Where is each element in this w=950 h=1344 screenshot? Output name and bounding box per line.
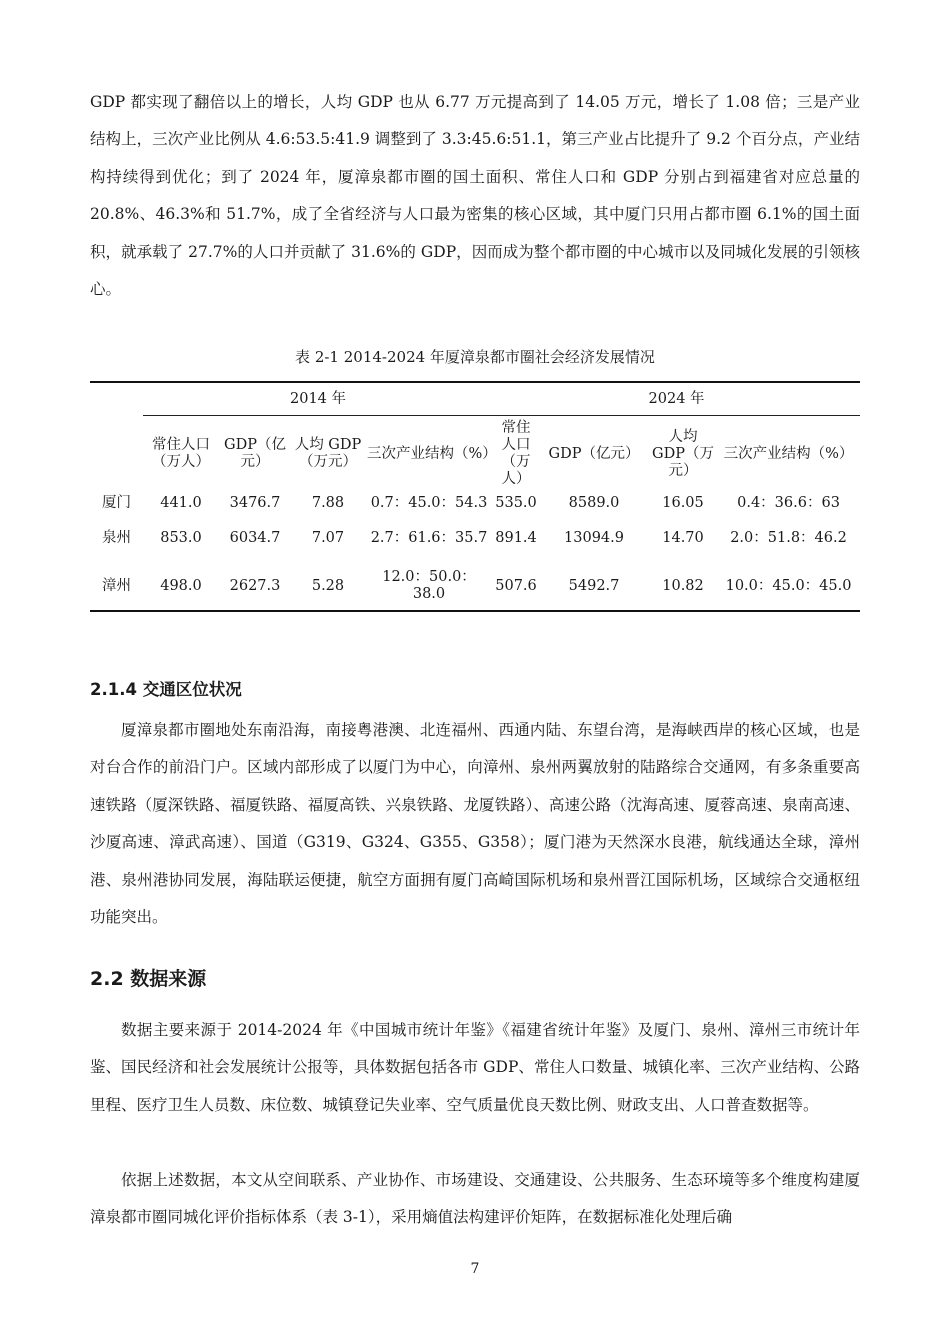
table-cell: 507.6 <box>495 577 537 594</box>
table-caption: 表 2-1 2014-2024 年厦漳泉都市圈社会经济发展情况 <box>295 348 655 366</box>
table-cell: 14.70 <box>662 529 704 546</box>
table-cell: 498.0 <box>160 577 202 594</box>
table-row <box>90 514 860 562</box>
year-header-2014: 2014 年 <box>143 382 493 416</box>
table-cell: 891.4 <box>495 529 537 546</box>
column-header: 人均 GDP（万元） <box>652 428 714 479</box>
table-cell: 16.05 <box>662 494 704 511</box>
table-corner <box>90 382 143 416</box>
column-header: GDP（亿元） <box>548 445 640 462</box>
table-row <box>90 492 860 514</box>
table-cell: 10.0：45.0：45.0 <box>725 577 852 594</box>
section-heading-2-1-4: 2.1.4 交通区位状况 <box>90 680 242 699</box>
row-city: 厦门 <box>102 494 131 511</box>
table-cell: 2.0：51.8：46.2 <box>730 529 847 546</box>
table-cell: 7.07 <box>311 529 345 546</box>
row-city: 泉州 <box>102 529 131 546</box>
column-header: 三次产业结构（%） <box>367 445 497 462</box>
table-cell: 441.0 <box>160 494 202 511</box>
table-cell: 2627.3 <box>229 577 281 594</box>
transport-paragraph: 厦漳泉都市圈地处东南沿海，南接粤港澳、北连福州、西通内陆、东望台湾，是海峡西岸的核心区域，也是对台合作的前沿门户。区域内部形成了以厦门为中心，向漳州、泉州两翼放射的陆路综合交通网，有多条重要高速铁路（厦深铁路、福厦铁路、福厦高铁、兴泉铁路、龙厦铁路）、高速公路（沈海高速、厦蓉高速、泉南高速、沙厦高速、漳武高速）、国道（G319、G324、G355、G358）；厦门港为天然深水良港，航线通达全球，漳州港、泉州港协同发展，海陆联运便捷，航空方面拥有厦门高崎国际机场和泉州晋江国际机场，区域综合交通枢纽功能突出。 <box>90 721 860 927</box>
data-source-paragraph: 数据主要来源于 2014-2024 年《中国城市统计年鉴》《福建省统计年鉴》及厦门、泉州、漳州三市统计年鉴、国民经济和社会发展统计公报等，具体数据包括各市 GDP、常住人口数量、城镇化率、三次产业结构、公路里程、医疗卫生人员数、床位数、城镇登记失业率、空气质量优良天数比例、财政支出、人口普查数据等。 <box>90 1021 860 1114</box>
table-cell: 5492.7 <box>568 577 620 594</box>
table-cell: 13094.9 <box>564 529 624 546</box>
column-header: 常住人口（万人） <box>152 437 210 470</box>
table-cell: 0.4：36.6：63 <box>737 494 840 511</box>
table-cell: 12.0：50.0：38.0 <box>382 569 476 602</box>
table-cell: 5.28 <box>311 577 345 594</box>
table-cell: 6034.7 <box>229 529 281 546</box>
column-header: GDP（亿元） <box>224 437 286 470</box>
year-header-2024: 2024 年 <box>493 382 860 416</box>
table-cell: 535.0 <box>495 494 537 511</box>
table-cell: 2.7：61.6：35.7 <box>370 529 488 546</box>
column-header: 人均 GDP（万元） <box>294 437 362 470</box>
row-city: 漳州 <box>102 577 131 594</box>
table-city-header <box>90 416 143 493</box>
table-row <box>90 562 860 611</box>
table-cell: 8589.0 <box>568 494 620 511</box>
section-heading-2-2: 2.2 数据来源 <box>90 968 207 990</box>
table-cell: 3476.7 <box>229 494 281 511</box>
table-cell: 7.88 <box>311 494 345 511</box>
method-paragraph: 依据上述数据，本文从空间联系、产业协作、市场建设、交通建设、公共服务、生态环境等多个维度构建厦漳泉都市圈同城化评价指标体系（表 3-1），采用熵值法构建评价矩阵，在数据标准化处理后确 <box>90 1171 860 1227</box>
column-header: 常住人口（万人） <box>501 420 531 487</box>
column-header: 三次产业结构（%） <box>723 445 854 462</box>
intro-paragraph: GDP 都实现了翻倍以上的增长，人均 GDP 也从 6.77 万元提高到了 14.05 万元，增长了 1.08 倍；三是产业结构上，三次产业比例从 4.6:53.5:41.9 调整到了 3.3:45.6:51.1，第三产业占比提升了 9.2 个百分点，产业结构持续得到优化；到了 2024 年，厦漳泉都市圈的国土面积、常住人口和 GDP 分别占到福建省对应总量的 20.8%、46.3%和 51.7%，成了全省经济与人口最为密集的核心区域，其中厦门只用占都市圈 6.1%的国土面积，就承载了 27.7%的人口并贡献了 31.6%的 GDP，因而成为整个都市圈的中心城市以及同城化发展的引领核心。 <box>90 93 860 299</box>
socioeconomic-table <box>90 381 860 612</box>
page-number: 7 <box>470 1261 480 1277</box>
table-cell: 10.82 <box>662 577 704 594</box>
table-cell: 0.7：45.0：54.3 <box>370 494 488 511</box>
table-cell: 853.0 <box>160 529 202 546</box>
